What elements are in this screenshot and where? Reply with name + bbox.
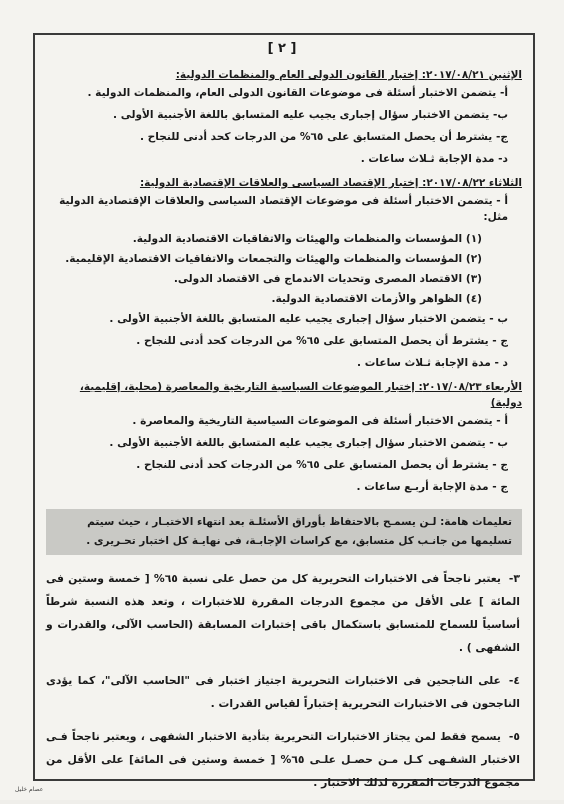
numbered-point: [46, 669, 520, 715]
list-item: ج - يشترط أن يحصل المتسابق على ٦٥% من الدرجات كحد أدنى للنجاح .: [136, 459, 508, 471]
section-wednesday: [46, 379, 522, 495]
list-item: د- مدة الإجابة ثـلاث ساعات .: [360, 153, 508, 165]
point-number: ٤-: [508, 674, 520, 687]
sub-item: (١) المؤسسات والمنظمات والهيئات والاتفاقيات الاقتصادية الدولية.: [132, 233, 482, 245]
point-text: يسمح فقط لمن يجتاز الاختبارات التحريرية بتأدية الاختبار الشفهى ، ويعتبر ناجحاً فـى الاختبار الشفـهى كـل مـن حصـل علـى ٦٥% [ خمسة وستين فى المائة] على الأقل من مجموع الدرجات المقررة لذلك الاختبار .: [46, 730, 520, 789]
point-number: ٥-: [508, 730, 520, 743]
important-notice: تعليمات هامة: لـن يسمـح بالاحتفاظ بأوراق الأسئلـة بعد انتهاء الاختبـار ، حيث سيتم تسليمها من جانـب كل متسابق، مع كراسات الإجابـة، فى نهايـة كل اختبار تحـريرى .: [46, 509, 522, 555]
page-number: [ ٢ ]: [267, 41, 297, 56]
list-item: ج - يشترط أن يحصل المتسابق على ٦٥% من الدرجات كحد أدنى للنجاح .: [136, 335, 508, 347]
point-number: ٣-: [508, 572, 520, 585]
numbered-point: [46, 567, 520, 659]
list-item: أ - يتضمن الاختبار أسئلة فى موضوعات الإقتصاد السياسى والعلاقات الإقتصادية الدولية مثل:: [59, 195, 508, 223]
section-heading: الإثنين ٢٠١٧/٠٨/٢١: إختبار القانون الدولى العام والمنظمات الدولية:: [175, 69, 522, 81]
list-item: ب - يتضمن الاختبار سؤال إجبارى يجيب عليه المتسابق باللغة الأجنبية الأولى .: [109, 437, 508, 449]
numbered-point: [46, 725, 520, 794]
list-item: ج- يشترط أن يحصل المتسابق على ٦٥% من الدرجات كحد أدنى للنجاح .: [139, 131, 508, 143]
section-tuesday: [46, 175, 522, 371]
list-item: ج - مدة الإجابة أربـع ساعات .: [356, 481, 508, 493]
section-monday: [46, 67, 522, 167]
sub-item: (٢) المؤسسات والمنظمات والهيئات والتجمعات والاتفاقيات الاقتصادية الإقليمية.: [65, 253, 482, 265]
list-item: ب - يتضمن الاختبار سؤال إجبارى يجيب عليه المتسابق باللغة الأجنبية الأولى .: [109, 313, 508, 325]
document-body: [46, 62, 522, 804]
footer-tag: عصام خليل: [15, 786, 44, 793]
list-item: أ - يتضمن الاختبار أسئلة فى الموضوعات السياسية التاريخية والمعاصرة .: [132, 415, 508, 427]
sub-item: (٣) الاقتصاد المصرى وتحديات الاندماج فى الاقتصاد الدولى.: [173, 273, 482, 285]
point-text: على الناجحين فى الاختبارات التحريرية اجتياز اختبار فى "الحاسب الآلى"، كما يؤدى الناجحون فى الاختبارات التحريرية إختباراً لقياس القدرات .: [46, 674, 520, 710]
section-heading: الثلاثاء ٢٠١٧/٠٨/٢٢: إختبار الإقتصاد السياسى والعلاقات الإقتصادية الدولية:: [139, 177, 522, 189]
list-item: أ- يتضمن الاختبار أسئلة فى موضوعات القانون الدولى العام، والمنظمات الدولية .: [87, 87, 508, 99]
list-item: ب- يتضمن الاختبار سؤال إجبارى يجيب عليه المتسابق باللغة الأجنبية الأولى .: [113, 109, 508, 121]
list-item: د - مدة الإجابة ثـلاث ساعات .: [357, 357, 508, 369]
sub-item: (٤) الظواهر والأزمات الاقتصادية الدولية.: [271, 293, 482, 305]
point-text: يعتبر ناجحاً فى الاختبارات التحريرية كل من حصل على نسبة ٦٥% [ خمسة وستين فى المائة ] على الأقل من مجموع الدرجات المقررة للاختبارات ، وتعد هذه النسبة شرطاً أساسياً للسماح للمتسابق باستكمال باقى إختبارات المسابقة (الحاسب الآلى، والقدرات و الشفهى ) .: [46, 572, 520, 654]
section-heading: الأربعاء ٢٠١٧/٠٨/٢٣: إختبار الموضوعات السياسية التاريخية والمعاصرة (محلية، إقليمية، دولية): [79, 381, 522, 409]
